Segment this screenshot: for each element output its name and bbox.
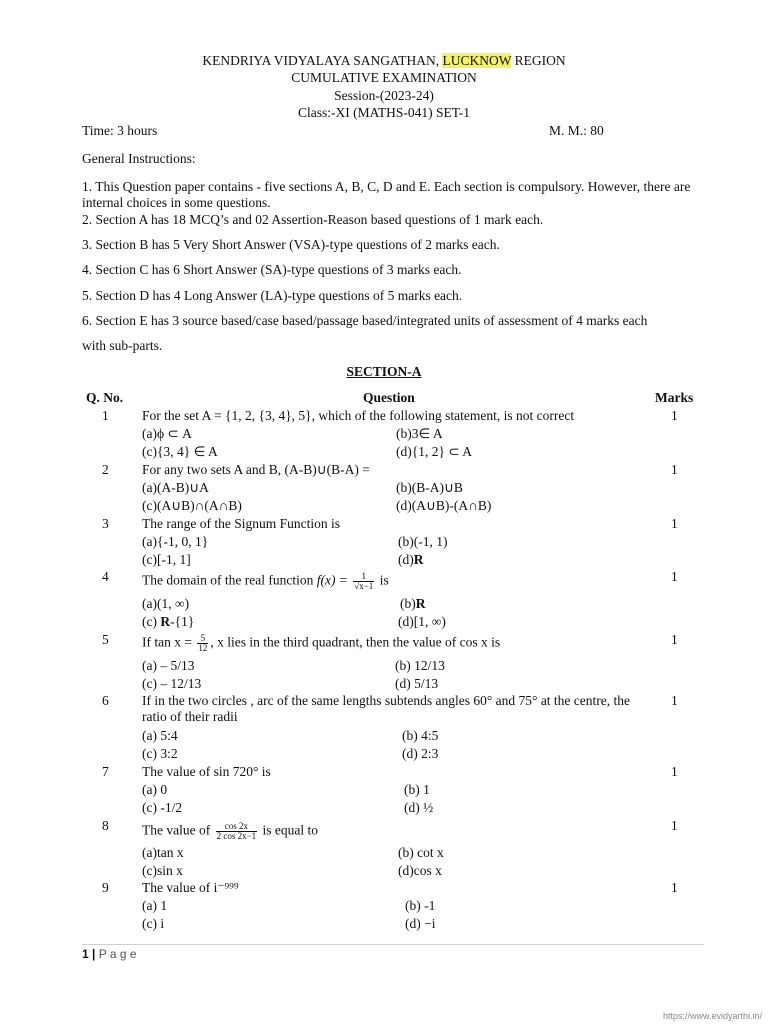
option-d: (d)R xyxy=(398,552,424,567)
option-c: (c)sin x xyxy=(142,863,183,878)
section-title: SECTION-A xyxy=(346,364,422,379)
option-d: (d) −i xyxy=(405,916,436,931)
instruction-2: 2. Section A has 18 MCQ’s and 02 Assertion-Reason based questions of 1 mark each. xyxy=(82,212,544,227)
instruction-6: 6. Section E has 3 source based/case based/passage based/integrated units of assessment of 4 marks each xyxy=(82,313,648,328)
question-text: The domain of the real function f(x) = $\frac{1}{√x-1}$ is xyxy=(142,571,389,591)
question-number: 1 xyxy=(102,408,109,423)
question-number: 2 xyxy=(102,462,109,477)
option-c: (c) i xyxy=(142,916,165,931)
col-header-question: Question xyxy=(363,390,415,405)
col-header-qno: Q. No. xyxy=(86,390,124,405)
session: Session-(2023-24) xyxy=(334,88,434,103)
option-c: (c) – 12/13 xyxy=(142,676,202,691)
page-number: 1 xyxy=(82,947,89,961)
option-c: (c)(A∪B)∩(A∩B) xyxy=(142,498,242,513)
instruction-4: 4. Section C has 6 Short Answer (SA)-type questions of 3 marks each. xyxy=(82,262,462,277)
instruction-1: 1. This Question paper contains - five sections A, B, C, D and E. Each section is compulsory. However, there are internal choices in some questions. xyxy=(82,179,691,210)
time-allowed: Time: 3 hours xyxy=(82,123,158,138)
option-a: (a)ϕ ⊂ A xyxy=(142,426,192,441)
question-marks: 1 xyxy=(671,880,678,895)
highlighted-region: LUCKNOW xyxy=(442,53,512,68)
option-d: (d)cos x xyxy=(398,863,442,878)
option-a: (a) 1 xyxy=(142,898,168,913)
question-number: 8 xyxy=(102,818,109,833)
question-number: 5 xyxy=(102,632,109,647)
option-b: (b) 12/13 xyxy=(395,658,445,673)
fraction: $\frac{1}{√x-1}$ xyxy=(354,571,374,591)
question-marks: 1 xyxy=(671,632,678,647)
question-number: 7 xyxy=(102,764,109,779)
option-b: (b) 4:5 xyxy=(402,728,439,743)
exam-title: CUMULATIVE EXAMINATION xyxy=(291,70,477,85)
question-number: 3 xyxy=(102,516,109,531)
option-c: (c){3, 4} ∈ A xyxy=(142,444,218,459)
option-d: (d){1, 2} ⊂ A xyxy=(396,444,473,459)
question-text: The value of sin 720° is xyxy=(142,764,271,779)
option-c: (c) -1/2 xyxy=(142,800,183,815)
question-marks: 1 xyxy=(671,764,678,779)
option-a: (a)(1, ∞) xyxy=(142,596,190,611)
instruction-6-cont: with sub-parts. xyxy=(82,338,163,353)
option-d: (d)(A∪B)-(A∩B) xyxy=(396,498,492,513)
option-a: (a)(A-B)∪A xyxy=(142,480,209,495)
question-text: If in the two circles , arc of the same lengths subtends angles 60° and 75° at the centre, the ratio of their radii xyxy=(142,693,631,724)
option-c: (c) R-{1} xyxy=(142,614,195,629)
instructions-title: General Instructions: xyxy=(82,151,196,166)
page-footer: 1 | P a g e xyxy=(82,947,137,961)
col-header-marks: Marks xyxy=(655,390,694,405)
class-subject: Class:-XI (MATHS-041) SET-1 xyxy=(298,105,470,120)
option-d: (d) ½ xyxy=(404,800,434,815)
question-marks: 1 xyxy=(671,818,678,833)
option-b: (b)(B-A)∪B xyxy=(396,480,463,495)
option-c: (c)[-1, 1] xyxy=(142,552,191,567)
question-text: For the set A = {1, 2, {3, 4}, 5}, which of the following statement, is not correct xyxy=(142,408,575,423)
instruction-3: 3. Section B has 5 Very Short Answer (VSA)-type questions of 2 marks each. xyxy=(82,237,500,252)
question-number: 9 xyxy=(102,880,109,895)
question-text: The range of the Signum Function is xyxy=(142,516,340,531)
max-marks: M. M.: 80 xyxy=(549,123,604,138)
option-d: (d)[1, ∞) xyxy=(398,614,446,629)
question-text: For any two sets A and B, (A-B)∪(B-A) = xyxy=(142,462,370,477)
option-b: (b) cot x xyxy=(398,845,444,860)
watermark-url: https://www.evidyarthi.in/ xyxy=(662,1011,762,1021)
question-marks: 1 xyxy=(671,693,678,708)
question-marks: 1 xyxy=(671,408,678,423)
question-number: 4 xyxy=(102,569,109,584)
question-marks: 1 xyxy=(671,516,678,531)
option-c: (c) 3:2 xyxy=(142,746,178,761)
option-a: (a) 5:4 xyxy=(142,728,178,743)
fraction: $\frac{5}{12}$ xyxy=(198,633,208,653)
question-marks: 1 xyxy=(671,462,678,477)
option-a: (a) – 5/13 xyxy=(142,658,195,673)
question-number: 6 xyxy=(102,693,109,708)
option-b: (b)R xyxy=(400,596,426,611)
option-b: (b) 1 xyxy=(404,782,430,797)
option-b: (b)(-1, 1) xyxy=(398,534,448,549)
option-d: (d) 2:3 xyxy=(402,746,439,761)
option-a: (a)tan x xyxy=(142,845,184,860)
option-a: (a) 0 xyxy=(142,782,168,797)
option-d: (d) 5/13 xyxy=(395,676,439,691)
question-text: The value of i⁻⁹⁹⁹ xyxy=(142,880,239,895)
question-text: If tan x = $\frac{5}{12}$ , x lies in the third quadrant, then the value of cos x is xyxy=(142,633,501,653)
fraction: $\frac{\cos 2x}{2 \cos 2x-1}$ xyxy=(216,821,257,841)
page-label: P a g e xyxy=(98,947,137,961)
option-a: (a){-1, 0, 1} xyxy=(142,534,209,549)
footer-divider xyxy=(82,944,704,945)
question-marks: 1 xyxy=(671,569,678,584)
instruction-5: 5. Section D has 4 Long Answer (LA)-type questions of 5 marks each. xyxy=(82,288,463,303)
question-text: The value of $\frac{\cos 2x}{2 \cos 2x-1}$ is equal to xyxy=(142,821,319,841)
option-b: (b) -1 xyxy=(405,898,436,913)
option-b: (b)3∈ A xyxy=(396,426,443,441)
school-title: KENDRIYA VIDYALAYA SANGATHAN, LUCKNOW REGION xyxy=(202,53,566,68)
